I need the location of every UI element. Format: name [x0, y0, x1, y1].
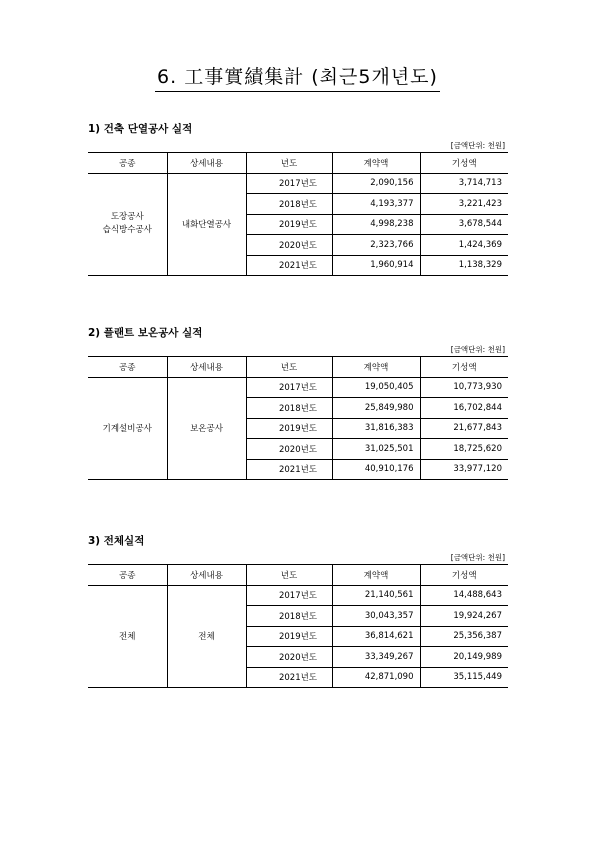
year-cell: 2019년도	[246, 214, 332, 235]
header-completed-amount: 기성액	[420, 565, 508, 586]
contract-cell: 2,323,766	[332, 235, 420, 256]
unit-note: [금액단위: 천원]	[450, 141, 505, 150]
contract-cell: 40,910,176	[332, 459, 420, 480]
header-detail: 상세내용	[167, 357, 246, 378]
completed-cell: 10,773,930	[420, 377, 508, 398]
category-line: 도장공사	[110, 212, 144, 223]
header-contract-amount: 계약액	[332, 565, 420, 586]
header-category: 공종	[88, 357, 167, 378]
year-cell: 2018년도	[246, 606, 332, 627]
completed-cell: 33,977,120	[420, 459, 508, 480]
year-cell: 2020년도	[246, 439, 332, 460]
year-cell: 2018년도	[246, 194, 332, 215]
contract-cell: 21,140,561	[332, 585, 420, 606]
completed-cell: 3,714,713	[420, 173, 508, 194]
completed-cell: 1,138,329	[420, 255, 508, 276]
contract-cell: 33,349,267	[332, 647, 420, 668]
category-cell	[88, 173, 167, 276]
year-cell: 2017년도	[246, 173, 332, 194]
contract-cell: 2,090,156	[332, 173, 420, 194]
detail-cell: 전체	[167, 585, 246, 688]
completed-cell: 18,725,620	[420, 439, 508, 460]
table-header-row	[88, 357, 508, 378]
section-total	[88, 533, 508, 688]
header-completed-amount: 기성액	[420, 153, 508, 174]
table-row	[88, 173, 508, 194]
year-cell: 2021년도	[246, 459, 332, 480]
detail-cell: 보온공사	[167, 377, 246, 480]
header-category: 공종	[88, 153, 167, 174]
page-title-text: 6. 工事實績集計 (최근5개년도)	[155, 62, 440, 92]
unit-note: [금액단위: 천원]	[450, 553, 505, 562]
completed-cell: 14,488,643	[420, 585, 508, 606]
contract-cell: 19,050,405	[332, 377, 420, 398]
results-table	[88, 152, 508, 276]
contract-cell: 30,043,357	[332, 606, 420, 627]
section-heading: 1) 건축 단열공사 실적	[88, 123, 193, 135]
header-year: 년도	[246, 565, 332, 586]
contract-cell: 42,871,090	[332, 667, 420, 688]
header-completed-amount: 기성액	[420, 357, 508, 378]
unit-note: [금액단위: 천원]	[450, 345, 505, 354]
table-header-row	[88, 565, 508, 586]
header-detail: 상세내용	[167, 153, 246, 174]
header-contract-amount: 계약액	[332, 357, 420, 378]
detail-cell: 내화단열공사	[167, 173, 246, 276]
completed-cell: 25,356,387	[420, 626, 508, 647]
section-plant-insulation	[88, 325, 508, 480]
header-year: 년도	[246, 357, 332, 378]
table-header-row	[88, 153, 508, 174]
header-contract-amount: 계약액	[332, 153, 420, 174]
section-building-insulation	[88, 121, 508, 276]
category-cell: 전체	[88, 585, 167, 688]
header-year: 년도	[246, 153, 332, 174]
completed-cell: 16,702,844	[420, 398, 508, 419]
section-heading: 2) 플랜트 보온공사 실적	[88, 327, 203, 339]
completed-cell: 19,924,267	[420, 606, 508, 627]
completed-cell: 3,678,544	[420, 214, 508, 235]
table-row	[88, 377, 508, 398]
contract-cell: 25,849,980	[332, 398, 420, 419]
contract-cell: 4,998,238	[332, 214, 420, 235]
contract-cell: 1,960,914	[332, 255, 420, 276]
category-line: 습식방수공사	[102, 225, 152, 236]
header-detail: 상세내용	[167, 565, 246, 586]
contract-cell: 31,816,383	[332, 418, 420, 439]
completed-cell: 20,149,989	[420, 647, 508, 668]
year-cell: 2020년도	[246, 235, 332, 256]
year-cell: 2019년도	[246, 418, 332, 439]
completed-cell: 35,115,449	[420, 667, 508, 688]
category-cell: 기계설비공사	[88, 377, 167, 480]
year-cell: 2017년도	[246, 585, 332, 606]
header-category: 공종	[88, 565, 167, 586]
completed-cell: 21,677,843	[420, 418, 508, 439]
year-cell: 2021년도	[246, 255, 332, 276]
completed-cell: 1,424,369	[420, 235, 508, 256]
contract-cell: 36,814,621	[332, 626, 420, 647]
year-cell: 2019년도	[246, 626, 332, 647]
year-cell: 2018년도	[246, 398, 332, 419]
year-cell: 2017년도	[246, 377, 332, 398]
year-cell: 2020년도	[246, 647, 332, 668]
results-table	[88, 564, 508, 688]
page-title	[0, 62, 595, 92]
results-table	[88, 356, 508, 480]
completed-cell: 3,221,423	[420, 194, 508, 215]
contract-cell: 4,193,377	[332, 194, 420, 215]
year-cell: 2021년도	[246, 667, 332, 688]
section-heading: 3) 전체실적	[88, 535, 145, 547]
contract-cell: 31,025,501	[332, 439, 420, 460]
table-row	[88, 585, 508, 606]
